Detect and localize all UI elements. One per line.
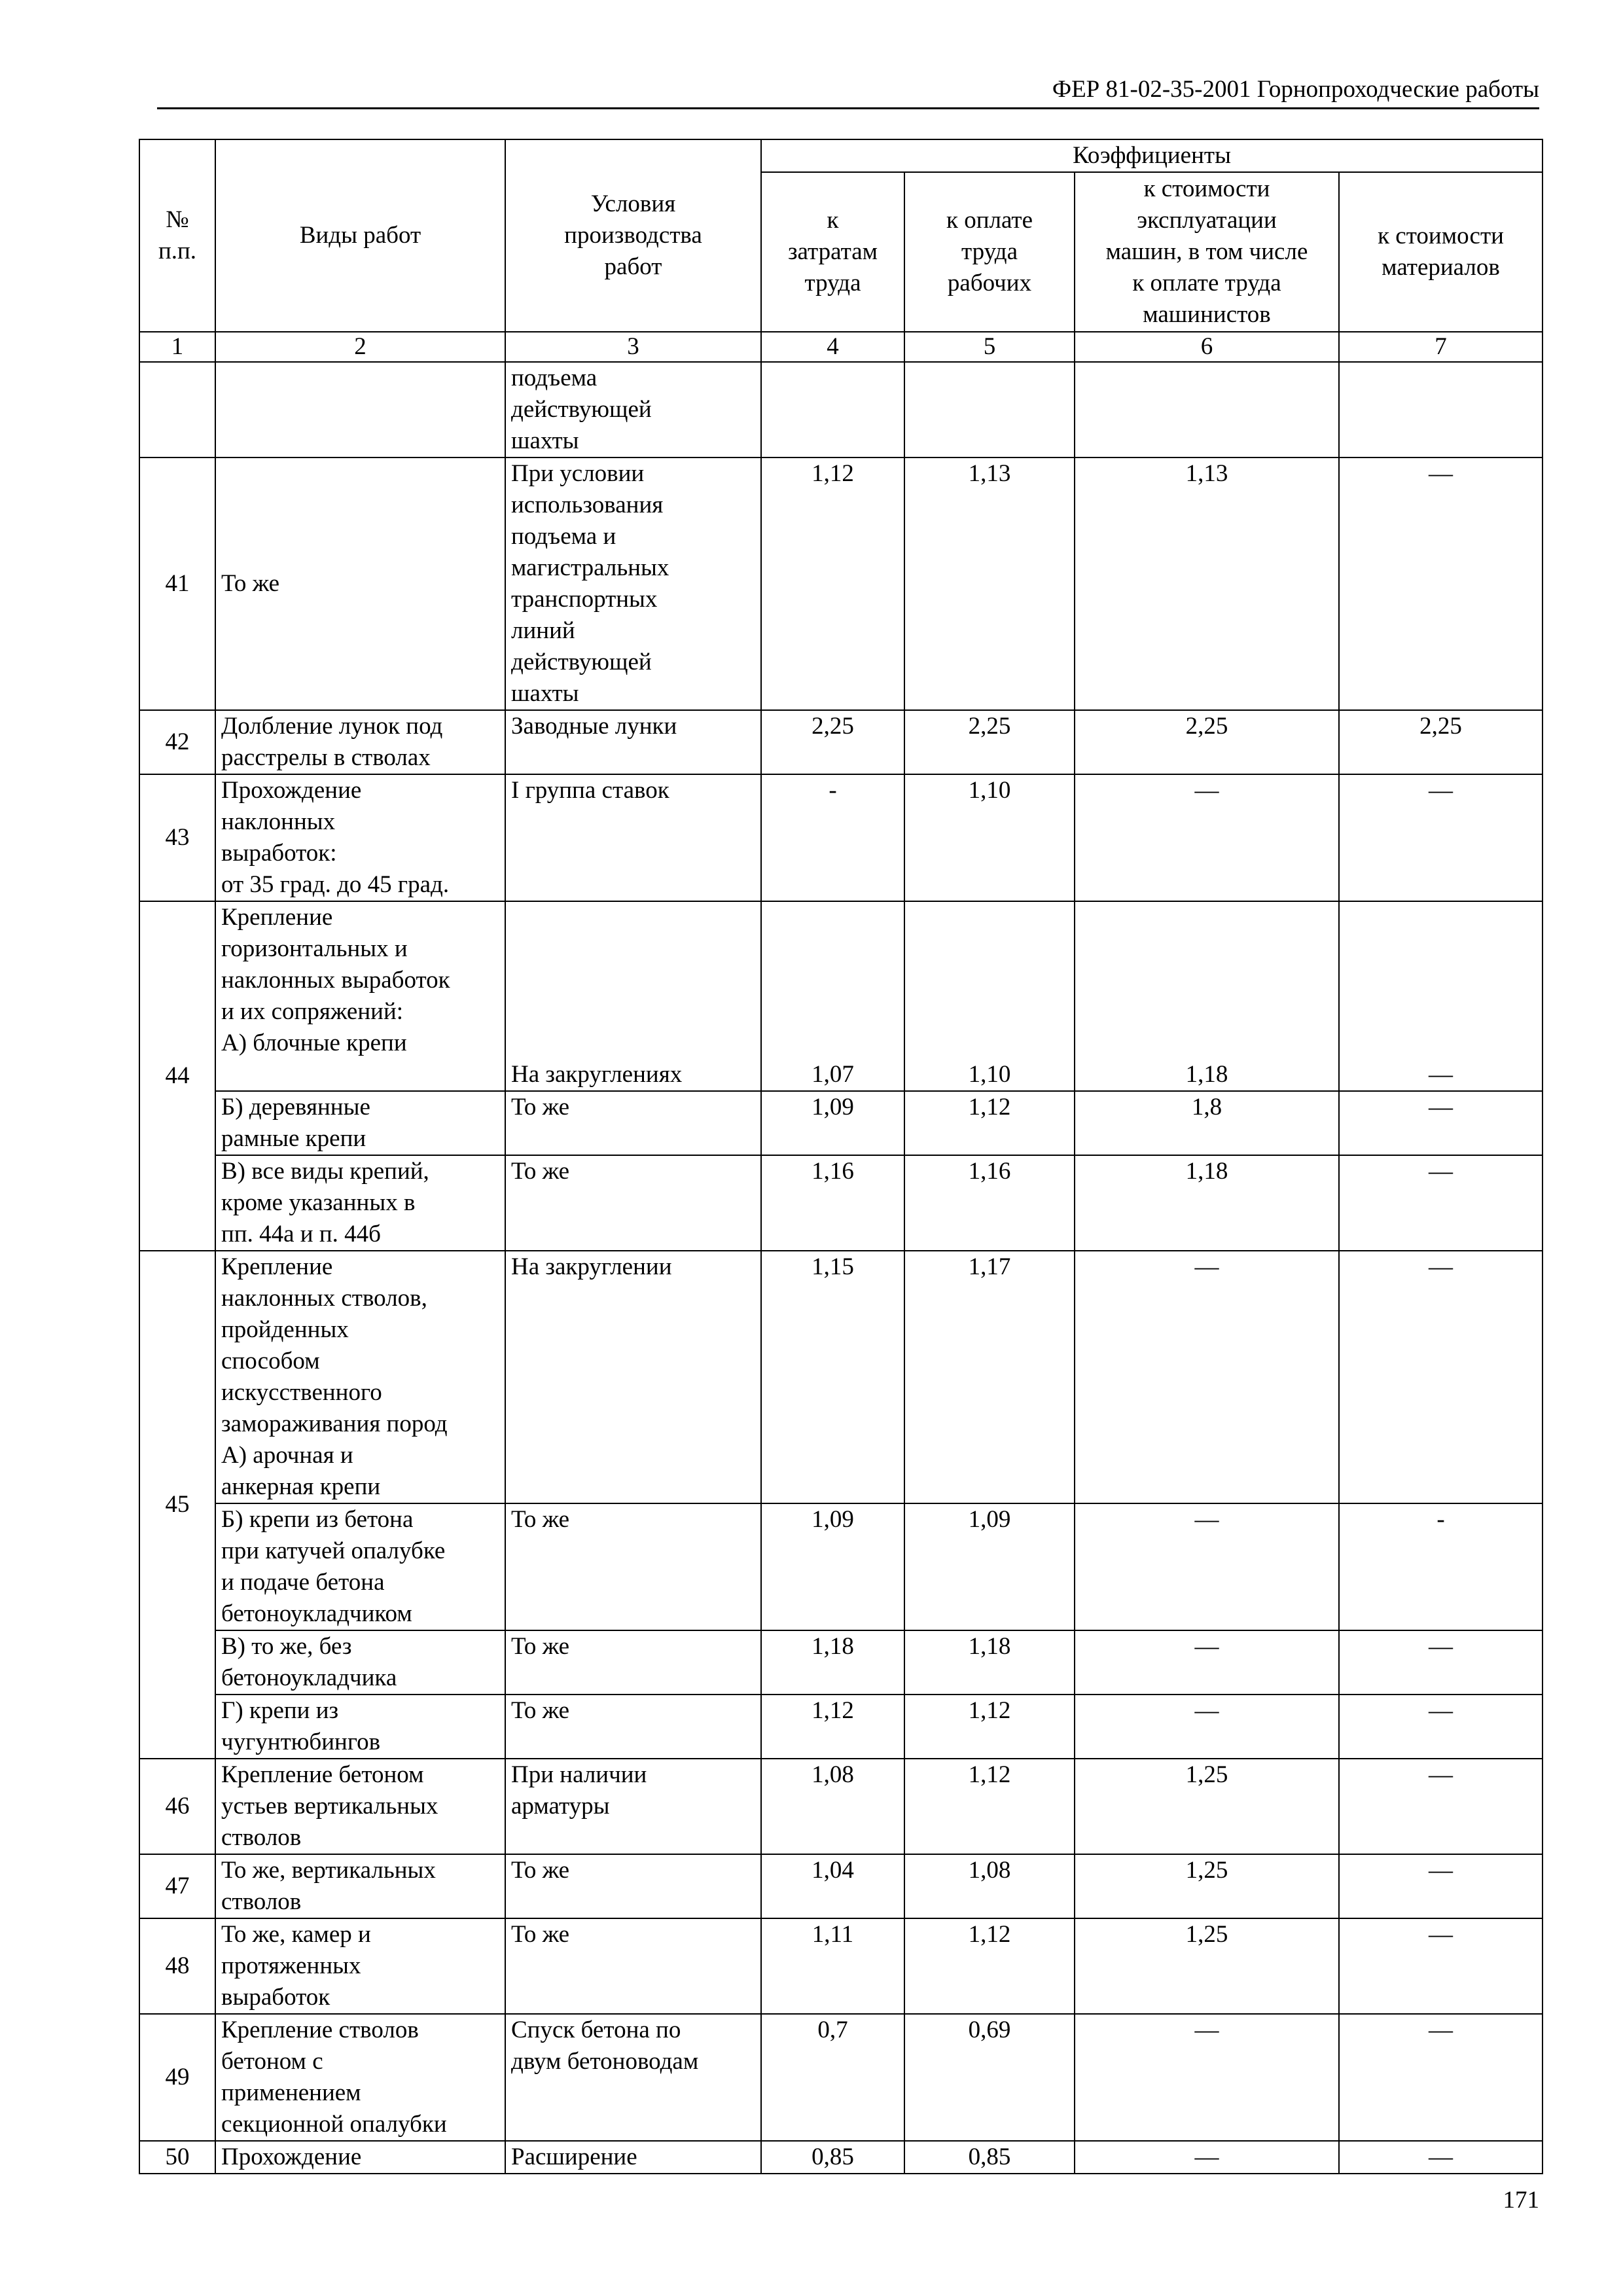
table-row <box>139 1251 1543 1503</box>
coef-material: — <box>1339 1854 1543 1918</box>
coef-worker-pay: 2,25 <box>904 710 1075 774</box>
column-number: 2 <box>215 332 505 362</box>
row-num: 46 <box>139 1759 215 1854</box>
table-row <box>139 2014 1543 2141</box>
row-work: Прохождение <box>215 2141 505 2174</box>
table-row <box>139 1630 1543 1695</box>
row-conditions: подъема действующей шахты <box>505 362 761 457</box>
coef-machine: — <box>1075 1251 1339 1503</box>
header-work: Виды работ <box>215 139 505 332</box>
row-work: Крепление стволов бетоном с применением секционной опалубки <box>215 2014 505 2141</box>
row-num <box>139 362 215 457</box>
coef-machine: — <box>1075 1695 1339 1759</box>
row-work: То же, камер и протяженных выработок <box>215 1918 505 2014</box>
row-conditions: То же <box>505 1630 761 1695</box>
coef-machine: — <box>1075 774 1339 901</box>
row-work: Крепление горизонтальных и наклонных выработок и их сопряжений: А) блочные крепи <box>215 901 505 1091</box>
column-number: 3 <box>505 332 761 362</box>
coef-worker-pay: 1,10 <box>904 774 1075 901</box>
column-number-row <box>139 332 1543 362</box>
coef-material: — <box>1339 1251 1543 1503</box>
coef-material: — <box>1339 1918 1543 2014</box>
row-conditions: То же <box>505 1918 761 2014</box>
row-work: Крепление наклонных стволов, пройденных способом искусственного замораживания пород А) арочная и анкерная крепи <box>215 1251 505 1503</box>
row-conditions: Спуск бетона по двум бетоноводам <box>505 2014 761 2141</box>
coef-worker-pay: 1,13 <box>904 457 1075 710</box>
row-conditions: При условии использования подъема и магистральных транспортных линий действующей шахты <box>505 457 761 710</box>
table-row <box>139 1695 1543 1759</box>
row-conditions: На закруглении <box>505 1251 761 1503</box>
coef-machine: — <box>1075 1503 1339 1630</box>
coef-machine: 1,25 <box>1075 1759 1339 1854</box>
coefficients-table <box>139 139 1543 2174</box>
coef-material: — <box>1339 774 1543 901</box>
row-conditions: Заводные лунки <box>505 710 761 774</box>
coef-machine: 1,25 <box>1075 1918 1339 2014</box>
coef-worker-pay: 1,12 <box>904 1759 1075 1854</box>
table-row <box>139 457 1543 710</box>
row-work: Б) крепи из бетона при катучей опалубке и подаче бетона бетоноукладчиком <box>215 1503 505 1630</box>
coef-worker-pay: 1,12 <box>904 1918 1075 2014</box>
table-row <box>139 774 1543 901</box>
row-work: В) то же, без бетоноукладчика <box>215 1630 505 1695</box>
row-work <box>215 362 505 457</box>
table-row <box>139 1854 1543 1918</box>
coef-worker-pay: 1,17 <box>904 1251 1075 1503</box>
coef-worker-pay: 1,16 <box>904 1155 1075 1251</box>
coef-machine: 2,25 <box>1075 710 1339 774</box>
table-row <box>139 1759 1543 1854</box>
row-num: 48 <box>139 1918 215 2014</box>
header-labor-costs: к затратам труда <box>761 172 904 332</box>
header-conditions: Условия производства работ <box>505 139 761 332</box>
row-num: 49 <box>139 2014 215 2141</box>
row-num: 45 <box>139 1251 215 1759</box>
coef-worker-pay: 1,12 <box>904 1695 1075 1759</box>
header-machine-cost: к стоимости эксплуатации машин, в том числе к оплате труда машинистов <box>1075 172 1339 332</box>
coef-machine: — <box>1075 2014 1339 2141</box>
row-work: То же, вертикальных стволов <box>215 1854 505 1918</box>
coef-machine: 1,25 <box>1075 1854 1339 1918</box>
table-row <box>139 1091 1543 1155</box>
row-work: Г) крепи из чугунтюбингов <box>215 1695 505 1759</box>
column-number: 1 <box>139 332 215 362</box>
coef-labor: 0,7 <box>761 2014 904 2141</box>
coef-material: 2,25 <box>1339 710 1543 774</box>
coef-worker-pay: 0,69 <box>904 2014 1075 2141</box>
row-num: 42 <box>139 710 215 774</box>
row-num: 50 <box>139 2141 215 2174</box>
table-row <box>139 362 1543 457</box>
coef-labor: 1,15 <box>761 1251 904 1503</box>
coef-labor: 1,11 <box>761 1918 904 2014</box>
row-conditions: То же <box>505 1091 761 1155</box>
coef-machine: 1,18 <box>1075 901 1339 1091</box>
table-row <box>139 901 1543 1091</box>
row-conditions: То же <box>505 1155 761 1251</box>
coef-material: — <box>1339 1155 1543 1251</box>
coef-labor: 1,08 <box>761 1759 904 1854</box>
row-work: То же <box>215 457 505 710</box>
table-row <box>139 710 1543 774</box>
coef-worker-pay: 1,08 <box>904 1854 1075 1918</box>
row-conditions: То же <box>505 1854 761 1918</box>
table-row <box>139 1155 1543 1251</box>
row-num: 43 <box>139 774 215 901</box>
coef-machine: 1,18 <box>1075 1155 1339 1251</box>
coef-labor: 1,04 <box>761 1854 904 1918</box>
page-number: 171 <box>1503 2187 1539 2214</box>
coef-machine: — <box>1075 2141 1339 2174</box>
column-number: 4 <box>761 332 904 362</box>
coef-labor: 1,18 <box>761 1630 904 1695</box>
header-rule <box>157 107 1539 109</box>
table-row <box>139 1918 1543 2014</box>
coef-labor: 1,16 <box>761 1155 904 1251</box>
coef-material: — <box>1339 901 1543 1091</box>
coef-material: — <box>1339 1091 1543 1155</box>
row-num: 44 <box>139 901 215 1251</box>
row-num: 41 <box>139 457 215 710</box>
coef-labor: 0,85 <box>761 2141 904 2174</box>
row-work: В) все виды крепий, кроме указанных в пп. 44а и п. 44б <box>215 1155 505 1251</box>
header-material-cost: к стоимости материалов <box>1339 172 1543 332</box>
coef-machine: 1,13 <box>1075 457 1339 710</box>
row-conditions: При наличии арматуры <box>505 1759 761 1854</box>
coef-material: — <box>1339 2014 1543 2141</box>
row-conditions: Расширение <box>505 2141 761 2174</box>
table-row <box>139 1503 1543 1630</box>
row-conditions: I группа ставок <box>505 774 761 901</box>
document-header: ФЕР 81-02-35-2001 Горнопроходческие работы <box>1052 76 1539 103</box>
row-work: Б) деревянные рамные крепи <box>215 1091 505 1155</box>
column-number: 7 <box>1339 332 1543 362</box>
row-num: 47 <box>139 1854 215 1918</box>
row-conditions: То же <box>505 1503 761 1630</box>
coef-labor: 1,12 <box>761 1695 904 1759</box>
column-number: 6 <box>1075 332 1339 362</box>
coef-worker-pay: 0,85 <box>904 2141 1075 2174</box>
coef-material: — <box>1339 1630 1543 1695</box>
coef-worker-pay: 1,12 <box>904 1091 1075 1155</box>
coef-worker-pay: 1,09 <box>904 1503 1075 1630</box>
row-work: Прохождение наклонных выработок: от 35 град. до 45 град. <box>215 774 505 901</box>
coef-machine: — <box>1075 1630 1339 1695</box>
row-work: Долбление лунок под расстрелы в стволах <box>215 710 505 774</box>
coef-material: — <box>1339 457 1543 710</box>
coef-material: - <box>1339 1503 1543 1630</box>
coef-worker-pay: 1,18 <box>904 1630 1075 1695</box>
coef-labor: 1,12 <box>761 457 904 710</box>
coef-labor: 1,09 <box>761 1091 904 1155</box>
coef-labor: 2,25 <box>761 710 904 774</box>
row-conditions: То же <box>505 1695 761 1759</box>
coef-machine: 1,8 <box>1075 1091 1339 1155</box>
coef-material: — <box>1339 2141 1543 2174</box>
table-row <box>139 2141 1543 2174</box>
coef-worker-pay: 1,10 <box>904 901 1075 1091</box>
coef-material: — <box>1339 1695 1543 1759</box>
row-work: Крепление бетоном устьев вертикальных стволов <box>215 1759 505 1854</box>
coef-material: — <box>1339 1759 1543 1854</box>
row-conditions: На закруглениях <box>505 901 761 1091</box>
coef-labor: - <box>761 774 904 901</box>
header-worker-pay: к оплате труда рабочих <box>904 172 1075 332</box>
coef-labor: 1,09 <box>761 1503 904 1630</box>
coef-labor: 1,07 <box>761 901 904 1091</box>
column-number: 5 <box>904 332 1075 362</box>
header-num: № п.п. <box>139 139 215 332</box>
header-coefficients: Коэффициенты <box>761 139 1543 172</box>
